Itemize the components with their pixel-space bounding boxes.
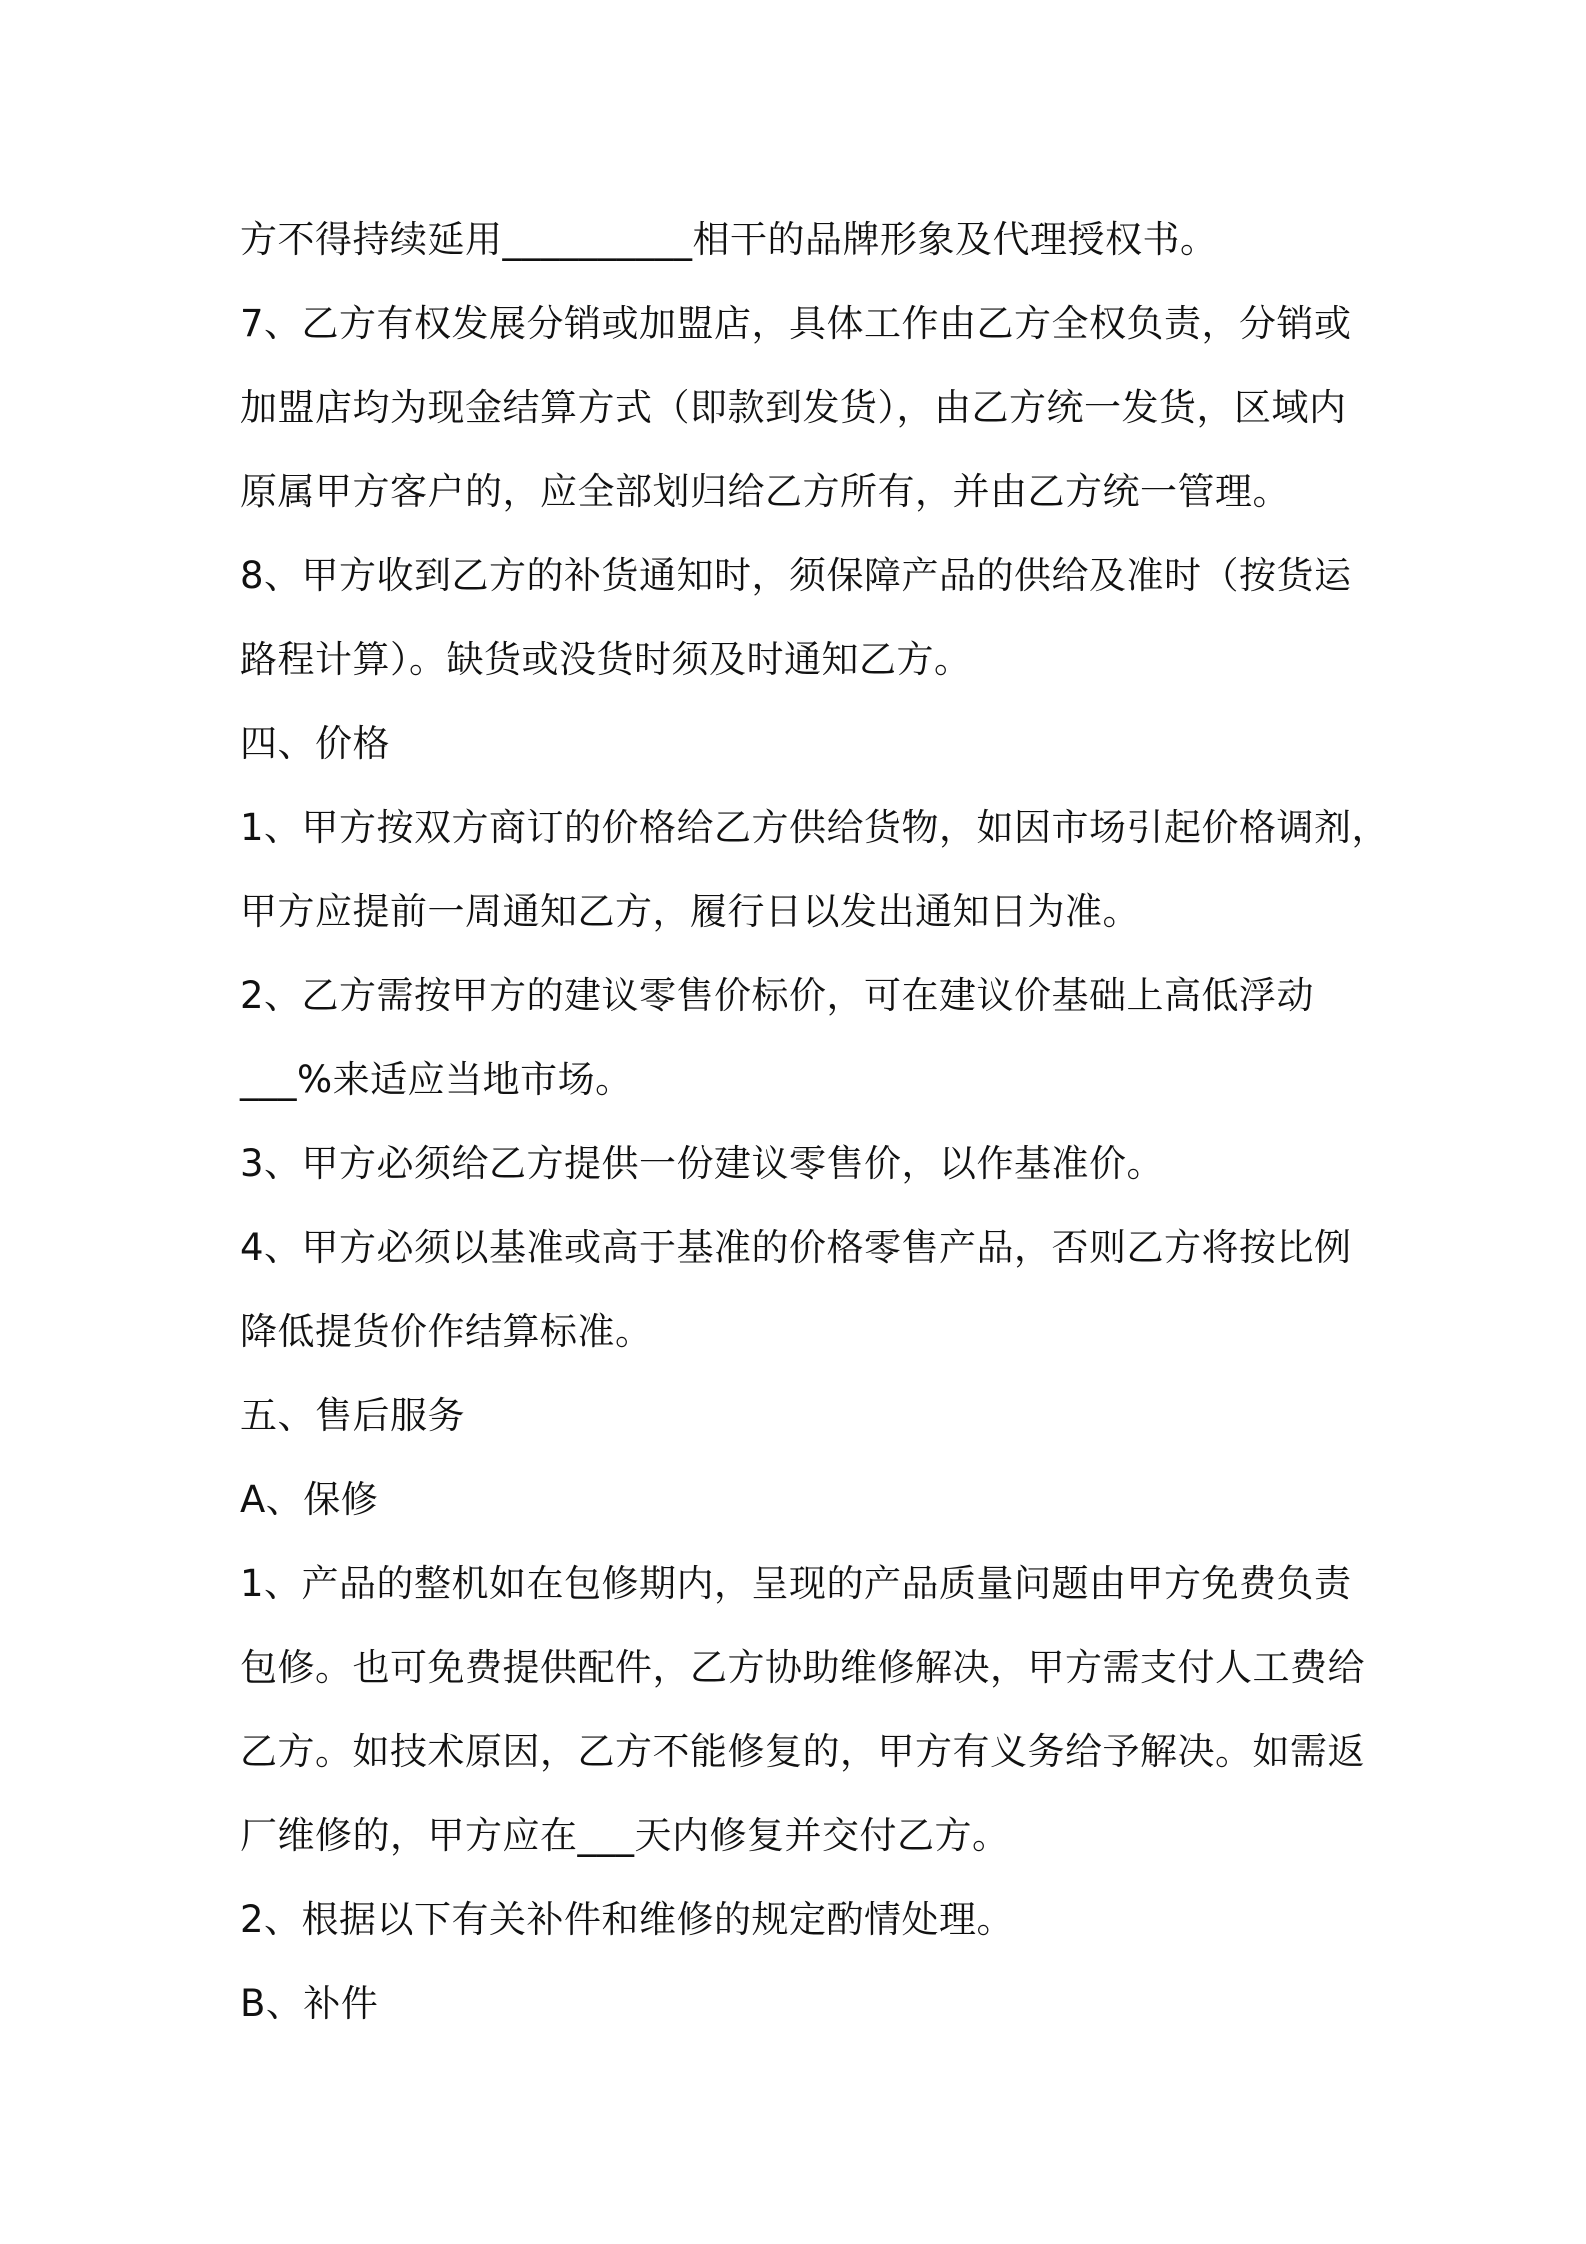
text-line: 加盟店均为现金结算方式（即款到发货），由乙方统一发货，区域内 [240,386,1347,429]
text-line: 7、乙方有权发展分销或加盟店，具体工作由乙方全权负责，分销或 [240,302,1352,345]
subsection-heading-warranty: A、保修 [240,1478,379,1521]
text-line: 2、乙方需按甲方的建议零售价标价，可在建议价基础上高低浮动 [240,974,1315,1017]
text-line: 8、甲方收到乙方的补货通知时，须保障产品的供给及准时（按货运 [240,554,1352,597]
text-line: 方不得持续延用__________相干的品牌形象及代理授权书。 [240,218,1218,261]
document-body [240,198,1390,2046]
text-line: 乙方。如技术原因，乙方不能修复的，甲方有义务给予解决。如需返 [240,1730,1365,1773]
text-line: 路程计算）。缺货或没货时须及时通知乙方。 [240,638,972,681]
text-line: 1、产品的整机如在包修期内，呈现的产品质量问题由甲方免费负责 [240,1562,1352,1605]
text-line: 3、甲方必须给乙方提供一份建议零售价，以作基准价。 [240,1142,1165,1185]
text-line: 原属甲方客户的，应全部划归给乙方所有，并由乙方统一管理。 [240,470,1290,513]
text-line: 厂维修的，甲方应在___天内修复并交付乙方。 [240,1814,1010,1857]
text-line: 包修。也可免费提供配件，乙方协助维修解决，甲方需支付人工费给 [240,1646,1365,1689]
text-line: 4、甲方必须以基准或高于基准的价格零售产品，否则乙方将按比例 [240,1226,1352,1269]
text-line: 1、甲方按双方商订的价格给乙方供给货物，如因市场引起价格调剂， [240,806,1390,849]
text-line: ___%来适应当地市场。 [240,1058,633,1101]
subsection-heading-parts: B、补件 [240,1982,379,2025]
text-line: 甲方应提前一周通知乙方，履行日以发出通知日为准。 [240,890,1140,933]
section-heading-after-sales: 五、售后服务 [240,1394,465,1437]
section-heading-price: 四、价格 [240,722,390,765]
text-line: 降低提货价作结算标准。 [240,1310,653,1353]
text-line: 2、根据以下有关补件和维修的规定酌情处理。 [240,1898,1015,1941]
